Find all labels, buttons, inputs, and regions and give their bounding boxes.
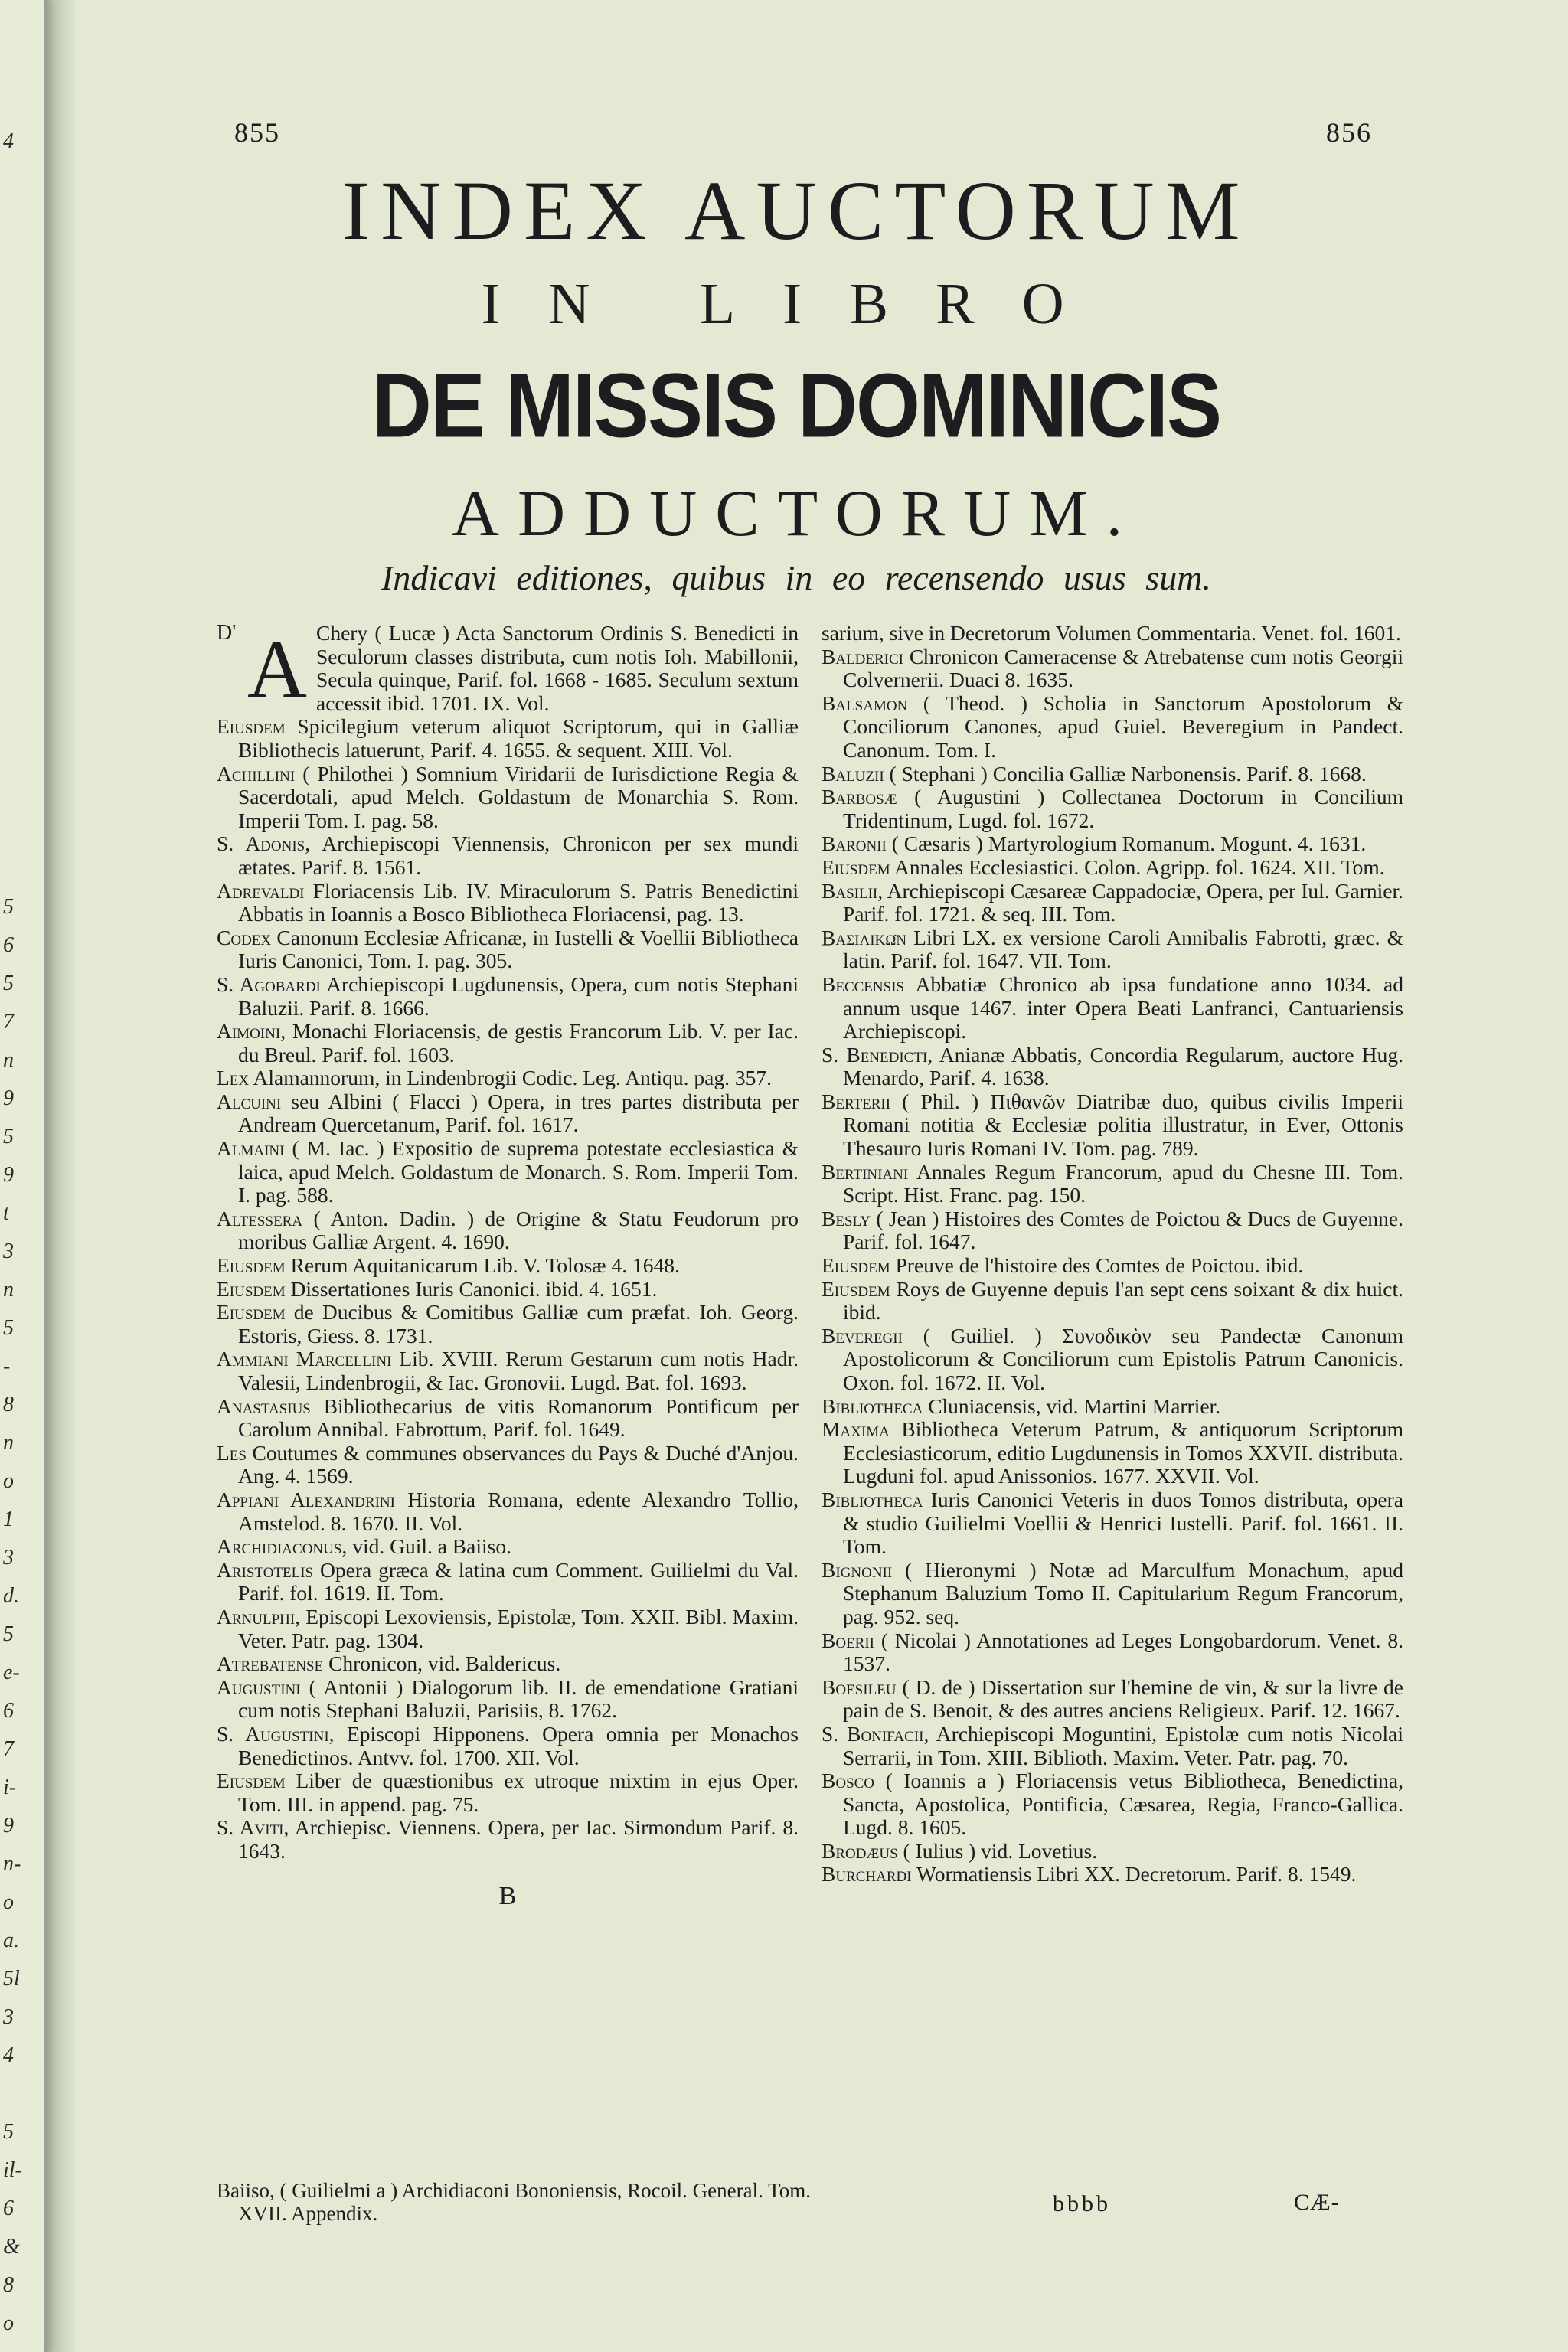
title-line-1: INDEX AUCTORUM: [341, 164, 1251, 257]
title-line-3: DE MISSIS DOMINICIS: [371, 354, 1221, 456]
index-entry: [217, 1278, 799, 1302]
index-entry: [217, 832, 799, 879]
entry-head: Balderici: [822, 644, 903, 668]
margin-mark: a.: [3, 1929, 19, 1952]
entry-text: Coutumes & communes observances du Pays & Duché d'Anjou. Ang. 4. 1569.: [238, 1440, 799, 1488]
entry-text: Bibliothecarius de vitis Romanorum Pontificum per Carolum Annibal. Fabrottum, Parif. fol. 1649.: [238, 1393, 799, 1442]
entry-text: Spicilegium veterum aliquot Scriptorum, qui in Galliæ Bibliothecis latuerunt, Parif. 4. 1655. & sequent. XIII. Vol.: [238, 714, 799, 762]
entry-text: Floriacensis Lib. IV. Miraculorum S. Patris Benedictini Abbatis in Ioannis a Bosco Bibliotheca Floriacensi, pag. 13.: [238, 878, 799, 926]
index-entry: [822, 1044, 1403, 1090]
index-entry: [217, 1559, 799, 1606]
entry-head: Burchardi: [822, 1862, 912, 1886]
entry-head: Balsamon: [822, 691, 908, 715]
index-entry: [217, 1067, 799, 1090]
margin-mark: &: [3, 2235, 20, 2259]
margin-mark: n: [3, 1431, 14, 1455]
index-entry: [217, 1254, 799, 1278]
entry-text: , Archiepiscopi Cæsareæ Cappadociæ, Opera, per Iul. Garnier. Parif. fol. 1721. & seq. III. Tom.: [843, 878, 1403, 926]
entry-text: , Anianæ Abbatis, Concordia Regularum, auctore Hug. Menardo, Parif. 4. 1638.: [843, 1042, 1403, 1090]
entry-text: ( Philothei ) Somnium Viridarii de Iurisdictione Regia & Sacerdotali, apud Melch. Goldastum de Monarchia S. Rom. Imperii Tom. I. pag. 58.: [238, 761, 799, 832]
entry-text: , Monachi Floriacensis, de gestis Francorum Lib. V. per Iac. du Breul. Parif. fol. 1603.: [238, 1019, 799, 1067]
entry-head: Aimoini: [217, 1019, 281, 1044]
entry-head: Bibliotheca: [822, 1487, 923, 1511]
entry-head: Beccensis: [822, 972, 905, 996]
entry-text: ( M. Iac. ) Expositio de suprema potestate ecclesiastica & laica, apud Melch. Goldastum de Monarch. S. Rom. Imperii Tom. I. pag. 588.: [238, 1136, 799, 1207]
margin-mark: 5: [3, 1316, 14, 1340]
entry-head: Aristotelis: [217, 1557, 314, 1582]
margin-mark: n: [3, 1278, 14, 1302]
index-entry: [822, 1863, 1403, 1886]
entry-head: Maxima: [822, 1417, 890, 1442]
margin-mark: e-: [3, 1661, 20, 1684]
entry-text: ( Antonii ) Dialogorum lib. II. de emendatione Gratiani cum notis Stephani Baluzii, Parisiis, 8. 1762.: [238, 1674, 799, 1723]
title-line-4: ADDUCTORUM.: [451, 476, 1142, 550]
entry-text: Abbatiæ Chronico ab ipsa fundatione anno 1034. ad annum usque 1467. inter Opera Beati Lanfranci, Cantuariensis Archiepiscopi.: [843, 972, 1403, 1044]
entry-head: Eiusdem: [217, 714, 286, 739]
entry-head: Almaini: [217, 1136, 285, 1161]
entry-text: ( Hieronymi ) Notæ ad Marculfum Monachum, apud Stephanum Baluzium Tomo II. Capitularium Regum Francorum, pag. 952. seq.: [843, 1557, 1403, 1628]
index-entry: [822, 692, 1403, 763]
entry-text: seu Albini ( Flacci ) Opera, in tres partes distributa per Andream Quercetanum, Parif. fol. 1617.: [238, 1089, 799, 1137]
entry-head: Besly: [822, 1206, 871, 1230]
entry-text: ( Stephani ) Concilia Galliæ Narbonensis. Parif. 8. 1668.: [884, 761, 1367, 786]
catchword: CÆ-: [1294, 2190, 1340, 2215]
entry-head: Bertiniani: [822, 1159, 909, 1184]
margin-mark: 5: [3, 1125, 14, 1148]
entry-head: Ammiani Marcellini: [217, 1347, 392, 1371]
entry-text: Preuve de l'histoire des Comtes de Poictou. ibid.: [890, 1253, 1304, 1278]
margin-mark: 1: [3, 1508, 14, 1531]
entry-head: Appiani Alexandrini: [217, 1487, 395, 1511]
index-entry: [217, 1301, 799, 1348]
index-entry: [217, 715, 799, 762]
margin-mark: i-: [3, 1775, 17, 1799]
margin-mark: 3: [3, 1546, 14, 1570]
entry-text: Wormatiensis Libri XX. Decretorum. Parif. 8. 1549.: [911, 1862, 1357, 1886]
margin-mark: 6: [3, 933, 14, 957]
entry-text: , Episcopi Lexoviensis, Epistolæ, Tom. XXII. Bibl. Maxim. Veter. Patr. pag. 1304.: [238, 1604, 799, 1652]
entry-head: Augustini: [217, 1674, 301, 1699]
margin-mark: 4: [3, 129, 14, 153]
entry-text: ( D. de ) Dissertation sur l'hemine de vin, & sur la livre de pain de S. Benoit, & des autres anciens Religieux. Parif. 12. 1667.: [843, 1674, 1403, 1723]
index-entry: [822, 1418, 1403, 1488]
entry-head: S. Benedicti: [822, 1042, 928, 1067]
section-letter: B: [498, 1882, 517, 1911]
entry-head: Beveregii: [822, 1323, 903, 1348]
entry-text: , Archiepiscopi Viennensis, Chronicon per sex mundi ætates. Parif. 8. 1561.: [238, 831, 799, 879]
margin-mark: n: [3, 1048, 14, 1072]
entry-head: S. Augustini: [217, 1721, 329, 1746]
entry-head: Altessera: [217, 1206, 303, 1230]
margin-mark: 9: [3, 1163, 14, 1187]
entry-head: Boerii: [822, 1628, 874, 1652]
margin-mark: 7: [3, 1010, 14, 1034]
index-entry: [822, 1395, 1403, 1419]
entry-text: Libri LX. ex versione Caroli Annibalis Fabrotti, græc. & latin. Parif. fol. 1647. VII. Tom.: [843, 925, 1403, 973]
index-entry: [822, 1723, 1403, 1769]
entry-head: Achillini: [217, 761, 296, 786]
margin-mark: 7: [3, 1737, 14, 1761]
index-entry: [822, 1161, 1403, 1207]
index-entry: [822, 1090, 1403, 1161]
index-entry: [217, 926, 799, 973]
entry-text: Cluniacensis, vid. Martini Marrier.: [923, 1393, 1221, 1418]
index-entry: [217, 1606, 799, 1652]
entry-head: Baluzii: [822, 761, 884, 786]
entry-head: Eiusdem: [822, 1253, 890, 1278]
entry-text: Chronicon Cameracense & Atrebatense cum notis Georgii Colvernerii. Duaci 8. 1635.: [843, 644, 1403, 692]
margin-mark: 8: [3, 1393, 14, 1416]
margin-mark: 5: [3, 1622, 14, 1646]
index-entry: [822, 763, 1403, 786]
margin-mark: o: [3, 1890, 14, 1914]
entry-head: Anastasius: [217, 1393, 311, 1418]
entry-text: ( Phil. ) Πιθανῶν Diatribæ duo, quibus civilis Imperii Romani notitia & Ecclesiæ politia illustratur, in Ever, Ottonis Thesauro Iuris Romani IV. Tom. pag. 789.: [843, 1089, 1403, 1161]
left-column: [217, 622, 799, 1919]
index-entry: [822, 1676, 1403, 1723]
index-entry: [217, 1442, 799, 1488]
entry-head: Archidiaconus: [217, 1534, 342, 1559]
margin-mark: n-: [3, 1852, 21, 1876]
entry-head: Brodæus: [822, 1838, 898, 1863]
entry-head: Bosco: [822, 1769, 875, 1793]
margin-mark: 5: [3, 2120, 14, 2144]
margin-mark: 5: [3, 895, 14, 919]
index-entry: [822, 856, 1403, 880]
margin-mark: d.: [3, 1584, 19, 1608]
entry-text: ( Theod. ) Scholia in Sanctorum Apostolorum & Conciliorum Canones, apud Guiel. Beveregium in Pandect. Canonum. Tom. I.: [843, 691, 1403, 762]
margin-mark: 9: [3, 1814, 14, 1838]
margin-mark: 6: [3, 1699, 14, 1723]
entry-head: Adrevaldi: [217, 878, 305, 903]
entry-head: Alcuini: [217, 1089, 282, 1113]
entry-head: Codex: [217, 925, 272, 949]
drop-cap: A: [247, 624, 307, 715]
entry-head: Baronii: [822, 831, 887, 856]
index-entry: [217, 1769, 799, 1816]
margin-mark: o: [3, 1469, 14, 1493]
signature-mark: bbbb: [1053, 2191, 1111, 2216]
index-entry: [217, 1348, 799, 1394]
index-entry: [822, 1207, 1403, 1254]
entry-head: Βασιλικῶν: [822, 925, 907, 949]
index-entry: [217, 1395, 799, 1442]
right-entries: [822, 622, 1403, 1886]
index-entry: [822, 786, 1403, 832]
entry-head: Eiusdem: [217, 1300, 286, 1325]
entry-text: Opera græca & latina cum Comment. Guilielmi du Val. Parif. fol. 1619. II. Tom.: [238, 1557, 799, 1606]
page-number-right: 856: [1326, 117, 1372, 148]
index-entry: [217, 1090, 799, 1137]
entry-text: , Archiepiscopi Moguntini, Epistolæ cum notis Nicolai Serrarii, in Tom. XIII. Biblioth. Maxim. Veter. Patr. pag. 70.: [843, 1721, 1403, 1769]
entry-text: Canonum Ecclesiæ Africanæ, in Iustelli & Voellii Bibliotheca Iuris Canonici, Tom. I. pag. 305.: [238, 925, 799, 973]
index-entry: [217, 763, 799, 833]
index-entry: [217, 973, 799, 1020]
entry-text: , Archiepisc. Viennens. Opera, per Iac. Sirmondum Parif. 8. 1643.: [238, 1815, 799, 1863]
entry-text: Annales Regum Francorum, apud du Chesne III. Tom. Script. Hist. Franc. pag. 150.: [843, 1159, 1403, 1207]
entry-head: Barbosæ: [822, 785, 897, 809]
entry-text: Roys de Guyenne depuis l'an sept cens soixant & dix huict. ibid.: [843, 1276, 1403, 1325]
entry-text: ( Cæsaris ) Martyrologium Romanum. Mogunt. 4. 1631.: [886, 831, 1367, 856]
entry-text: Historia Romana, edente Alexandro Tollio, Amstelod. 8. 1670. II. Vol.: [238, 1487, 799, 1535]
entry-text: Annales Ecclesiastici. Colon. Agripp. fol. 1624. XII. Tom.: [890, 854, 1385, 879]
entry-text: Alamannorum, in Lindenbrogii Codic. Leg. Antiqu. pag. 357.: [249, 1066, 772, 1090]
first-entry-text: Chery ( Lucæ ) Acta Sanctorum Ordinis S. Benedicti in Seculorum classes distributa, cum notis Ioh. Mabillonii, Secula quinque, Parif. fol. 1668 - 1685. Seculum sextum accessit ibid. 1701. IX. Vol.: [316, 621, 799, 715]
entry-text: sarium, sive in Decretorum Volumen Commentaria. Venet. fol. 1601.: [822, 621, 1401, 645]
entry-text: de Ducibus & Comitibus Galliæ cum præfat. Ioh. Georg. Estoris, Giess. 8. 1731.: [238, 1300, 799, 1348]
index-entry: [217, 1723, 799, 1769]
index-entry: [217, 1816, 799, 1863]
margin-mark: o: [3, 2311, 14, 2335]
entry-text: ( Nicolai ) Annotationes ad Leges Longobardorum. Venet. 8. 1537.: [843, 1628, 1403, 1676]
margin-mark: -: [3, 1354, 11, 1378]
index-entry: [822, 1629, 1403, 1676]
subtitle: Indicavi editiones, quibus in eo recensendo usus sum.: [381, 558, 1211, 597]
entry-text: Lib. XVIII. Rerum Gestarum cum notis Hadr. Valesii, Lindenbrogii, & Iac. Gronovii. Lugd. Bat. fol. 1693.: [238, 1347, 799, 1394]
index-entry: [822, 880, 1403, 926]
index-entry: [822, 832, 1403, 856]
margin-mark: 5: [3, 972, 14, 995]
index-entry: [822, 1488, 1403, 1559]
right-column: [822, 622, 1403, 1886]
entry-text: Iuris Canonici Veteris in duos Tomos distributa, opera & studio Guilielmi Voellii & Henrici Iustelli. Parif. fol. 1661. II. Tom.: [843, 1487, 1403, 1559]
margin-mark: il-: [3, 2158, 22, 2182]
index-entry: [822, 645, 1403, 692]
index-entry: [217, 1535, 799, 1559]
entry-head: Eiusdem: [217, 1253, 286, 1278]
first-entry: [217, 622, 799, 715]
index-entry: [217, 1137, 799, 1207]
entry-head: Bibliotheca: [822, 1393, 923, 1418]
index-entry: [822, 1325, 1403, 1395]
entry-head: Eiusdem: [822, 1276, 890, 1301]
index-entry: [822, 973, 1403, 1044]
entry-text: Dissertationes Iuris Canonici. ibid. 4. 1651.: [285, 1276, 658, 1301]
entry-text: ( Anton. Dadin. ) de Origine & Statu Feudorum pro moribus Galliæ Argent. 4. 1690.: [238, 1206, 799, 1254]
entry-head: Boesileu: [822, 1674, 897, 1699]
index-entry: [217, 1488, 799, 1535]
entry-head: S. Aviti: [217, 1815, 284, 1840]
entry-head: S. Bonifacii: [822, 1721, 924, 1746]
index-entry: [822, 1769, 1403, 1840]
entry-text: ( Jean ) Histoires des Comtes de Poictou & Ducs de Guyenne. Parif. fol. 1647.: [843, 1206, 1403, 1254]
title-line-2: IN LIBRO: [481, 272, 1112, 336]
entry-head: Les: [217, 1440, 247, 1465]
index-entry: [822, 1254, 1403, 1278]
margin-mark: 5l: [3, 1967, 20, 1991]
margin-mark: 6: [3, 2197, 14, 2220]
index-entry: [822, 1840, 1403, 1864]
index-entry: [822, 1278, 1403, 1325]
page-number-left: 855: [234, 117, 280, 148]
entry-head: Bignonii: [822, 1557, 893, 1582]
index-entry: [217, 1676, 799, 1723]
index-entry: [217, 1652, 799, 1676]
index-entry: [822, 1559, 1403, 1629]
margin-mark: 3: [3, 1240, 14, 1263]
entry-text: ( Augustini ) Collectanea Doctorum in Concilium Tridentinum, Lugd. fol. 1672.: [843, 785, 1403, 832]
entry-text: ( Guiliel. ) Συνοδικὸν seu Pandectæ Canonum Apostolicorum & Conciliorum cum Epistolis Patrum Canonicis. Oxon. fol. 1672. II. Vol.: [843, 1323, 1403, 1394]
entry-head: S. Adonis: [217, 831, 305, 856]
entry-text: ( Iulius ) vid. Lovetius.: [897, 1838, 1098, 1863]
margin-mark: 8: [3, 2273, 14, 2297]
entry-text: Chronicon, vid. Baldericus.: [323, 1651, 561, 1676]
entry-head: Arnulphi: [217, 1604, 296, 1628]
entry-head: Berterii: [822, 1089, 891, 1113]
entry-head: Eiusdem: [217, 1769, 286, 1793]
entry-text: Bibliotheca Veterum Patrum, & antiquorum Scriptorum Ecclesiasticorum, editio Lugdunensis in Tomos XXVII. distributa. Lugduni fol. apud Anissonios. 1677. XXVII. Vol.: [843, 1417, 1403, 1488]
first-entry-prefix: D': [217, 621, 237, 645]
index-entry: [217, 880, 799, 926]
entry-text: Archiepiscopi Lugdunensis, Opera, cum notis Stephani Baluzii. Parif. 8. 1666.: [238, 972, 799, 1020]
index-entry: [217, 1207, 799, 1254]
index-entry: [217, 1020, 799, 1067]
entry-head: Eiusdem: [822, 854, 890, 879]
index-entry: [822, 622, 1403, 645]
entry-head: Lex: [217, 1066, 250, 1090]
entry-text: Liber de quæstionibus ex utroque mixtim in ejus Oper. Tom. III. in append. pag. 75.: [238, 1769, 799, 1816]
footer-entry: Baiiso, ( Guilielmi a ) Archidiaconi Bononiensis, Rocoil. General. Tom. XVII. Appendix.: [217, 2179, 811, 2225]
margin-mark: 9: [3, 1086, 14, 1110]
index-entry: [822, 926, 1403, 973]
entry-text: Rerum Aquitanicarum Lib. V. Tolosæ 4. 1648.: [285, 1253, 680, 1278]
entry-head: Eiusdem: [217, 1276, 286, 1301]
entry-text: ( Ioannis a ) Floriacensis vetus Bibliotheca, Benedictina, Sancta, Apostolica, Pontificia, Cæsarea, Regia, Franco-Gallica. Lugd. 8. 1605.: [843, 1769, 1403, 1840]
entry-head: Atrebatense: [217, 1651, 324, 1676]
left-entries: [217, 715, 799, 1863]
margin-mark: 3: [3, 2005, 14, 2029]
entry-text: , vid. Guil. a Baiiso.: [341, 1534, 511, 1559]
margin-mark: 4: [3, 2043, 14, 2067]
entry-head: Basilii: [822, 878, 878, 903]
entry-head: S. Agobardi: [217, 972, 321, 996]
entry-text: , Episcopi Hipponens. Opera omnia per Monachos Benedictinos. Antvv. fol. 1700. XII. Vol.: [238, 1721, 799, 1769]
margin-mark: t: [3, 1201, 9, 1225]
